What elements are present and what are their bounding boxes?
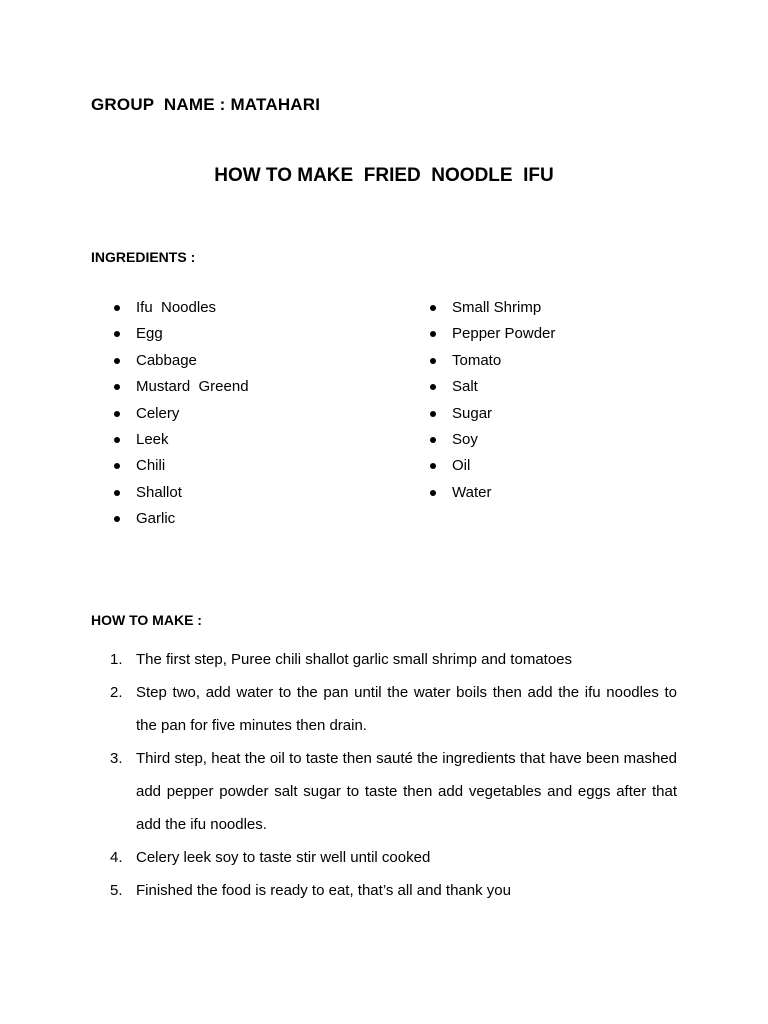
ingredient-label: Sugar xyxy=(452,404,493,422)
bullet-icon xyxy=(430,411,436,417)
ingredient-item xyxy=(430,403,730,429)
step-item xyxy=(110,742,677,841)
step-text: Celery leek soy to taste stir well until cooked xyxy=(136,849,431,866)
ingredient-item xyxy=(114,482,414,508)
bullet-icon xyxy=(114,331,120,337)
steps-list xyxy=(110,643,677,907)
bullet-icon xyxy=(430,384,436,390)
bullet-icon xyxy=(114,437,120,443)
ingredient-item xyxy=(114,455,414,481)
step-number: 4. xyxy=(110,849,123,866)
bullet-icon xyxy=(114,358,120,364)
ingredient-label: Salt xyxy=(452,378,478,396)
step-text: Finished the food is ready to eat, that’s all and thank you xyxy=(136,882,511,899)
ingredient-label: Shallot xyxy=(136,483,182,501)
ingredient-label: Small Shrimp xyxy=(452,299,542,316)
bullet-icon xyxy=(114,411,120,417)
ingredient-item xyxy=(430,323,730,349)
step-text: The first step, Puree chili shallot garlic small shrimp and tomatoes xyxy=(136,651,573,668)
ingredient-label: Egg xyxy=(136,325,163,343)
bullet-icon xyxy=(114,463,120,469)
ingredient-label: Water xyxy=(452,483,492,501)
bullet-icon xyxy=(114,516,120,522)
bullet-icon xyxy=(114,305,120,311)
step-number: 2. xyxy=(110,684,123,701)
step-text: Step two, add water to the pan until the water boils then add the ifu noodles to the pan for five minutes then drain. xyxy=(136,684,677,734)
bullet-icon xyxy=(430,437,436,443)
step-number: 5. xyxy=(110,882,123,899)
ingredient-item xyxy=(114,403,414,429)
ingredient-label: Oil xyxy=(452,457,471,475)
ingredients-heading: INGREDIENTS : xyxy=(91,249,196,265)
ingredient-item xyxy=(430,297,730,323)
step-item xyxy=(110,874,677,907)
ingredients-list-left xyxy=(114,297,414,535)
ingredient-item xyxy=(430,376,730,402)
ingredient-label: Soy xyxy=(452,430,478,448)
ingredient-label: Tomato xyxy=(452,351,502,369)
step-item xyxy=(110,643,677,676)
ingredient-item xyxy=(114,350,414,376)
ingredient-item xyxy=(430,429,730,455)
step-number: 1. xyxy=(110,651,123,668)
step-item xyxy=(110,676,677,742)
bullet-icon xyxy=(430,331,436,337)
ingredient-item xyxy=(114,323,414,349)
ingredient-item xyxy=(430,482,730,508)
ingredient-label: Chili xyxy=(136,457,166,475)
ingredients-list-right xyxy=(430,297,730,508)
ingredient-label: Pepper Powder xyxy=(452,325,556,343)
bullet-icon xyxy=(114,384,120,390)
ingredient-label: Mustard Greend xyxy=(136,378,249,396)
ingredient-label: Celery xyxy=(136,404,180,422)
ingredient-label: Cabbage xyxy=(136,351,197,369)
how-to-make-heading: HOW TO MAKE : xyxy=(91,612,202,628)
ingredient-item xyxy=(114,508,414,534)
ingredient-label: Garlic xyxy=(136,510,176,528)
bullet-icon xyxy=(430,490,436,496)
ingredient-item xyxy=(430,455,730,481)
bullet-icon xyxy=(114,490,120,496)
ingredient-label: Ifu Noodles xyxy=(136,299,217,316)
group-name: GROUP NAME : MATAHARI xyxy=(91,95,321,114)
ingredient-item xyxy=(114,297,414,323)
bullet-icon xyxy=(430,358,436,364)
step-item xyxy=(110,841,677,874)
step-number: 3. xyxy=(110,750,123,767)
ingredient-item xyxy=(430,350,730,376)
ingredient-label: Leek xyxy=(136,430,169,448)
page-title: HOW TO MAKE FRIED NOODLE IFU xyxy=(214,165,554,186)
ingredient-item xyxy=(114,376,414,402)
step-text: Third step, heat the oil to taste then sauté the ingredients that have been mashed add pepper powder salt sugar to taste then add vegetables and eggs after that add the ifu noodles. xyxy=(136,750,677,833)
bullet-icon xyxy=(430,463,436,469)
bullet-icon xyxy=(430,305,436,311)
ingredient-item xyxy=(114,429,414,455)
